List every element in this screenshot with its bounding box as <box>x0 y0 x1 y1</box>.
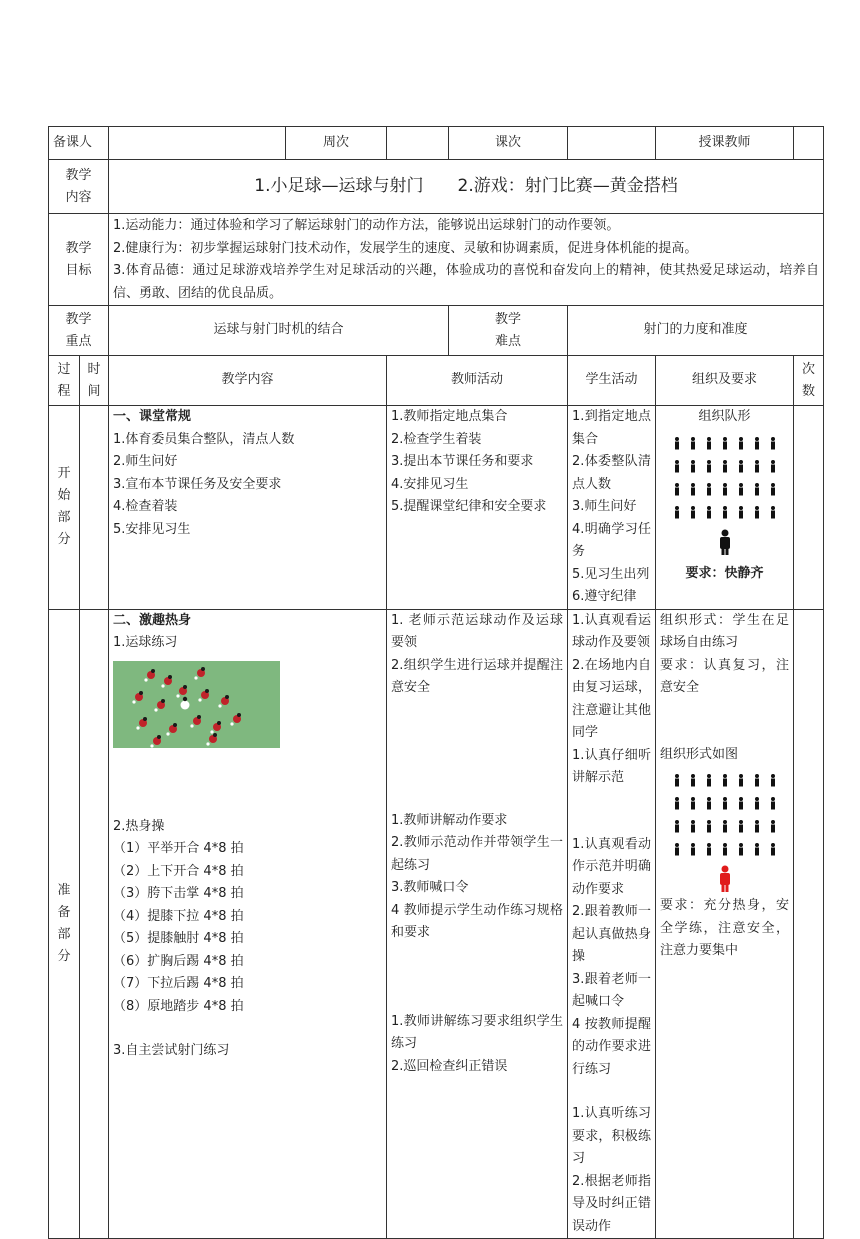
warmup-item: （5）提膝触肘 4*8 拍 <box>113 931 244 946</box>
student-figure-icon <box>691 820 695 833</box>
student-figure-icon <box>755 843 759 856</box>
student-figure-icon <box>691 460 695 473</box>
warmup-item: （8）原地踏步 4*8 拍 <box>113 998 244 1014</box>
student-activity-item: 3.跟着老师一起喊口令 <box>572 971 652 1009</box>
student-figure-icon <box>675 843 679 856</box>
student-figure-icon <box>723 506 727 519</box>
student-figure-icon <box>723 483 727 496</box>
student-figure-icon <box>723 460 727 473</box>
student-activity-item: 4 按教师提醒的动作要求进行练习 <box>572 1016 652 1077</box>
student-activity-item: 1.认真观看运球动作及要领 <box>572 612 652 650</box>
goals-label: 教学 目标 <box>49 214 109 306</box>
week-value <box>387 127 449 160</box>
student-activity-item: 4.明确学习任务 <box>572 521 652 559</box>
student-figure-icon <box>675 797 679 810</box>
student-activity-item: 1.认真听练习要求，积极练习 <box>572 1106 652 1166</box>
student-activity-item: 5.见习生出列 <box>572 566 650 582</box>
warmup-item: （3）胯下击掌 4*8 拍 <box>113 886 244 901</box>
student-figure-icon <box>691 483 695 496</box>
lesson-plan-table <box>48 126 824 1239</box>
student-activity-item: 1.到指定地点集合 <box>572 409 652 447</box>
student-activity-item: 2.根据老师指导及时纠正错误动作 <box>572 1173 652 1234</box>
warmup-item: （1）平举开合 4*8 拍 <box>113 841 244 856</box>
lesson-number-label: 课次 <box>449 127 568 160</box>
student-figure-icon <box>771 774 775 787</box>
student-figure-icon <box>691 843 695 856</box>
prep-stage-label: 准 备 部 分 <box>49 609 80 1239</box>
student-figure-icon <box>771 797 775 810</box>
start-content-item: 5.安排见习生 <box>113 521 191 537</box>
student-figure-icon <box>755 483 759 496</box>
start-content-item: 4.检查着装 <box>113 499 178 514</box>
student-figure-icon <box>755 437 759 450</box>
teacher-label: 授课教师 <box>656 127 794 160</box>
teacher-activity-item: 3.教师喊口令 <box>391 880 469 895</box>
student-activity-header: 学生活动 <box>568 356 656 406</box>
goal-item: 3.体育品德：通过足球游戏培养学生对足球活动的兴趣，体验成功的喜悦和奋发向上的精神，使其热爱足球运动，培养自信、勇敢、团结的优良品质。 <box>113 263 820 301</box>
preparer-label: 备课人 <box>49 127 109 160</box>
student-figure-icon <box>691 797 695 810</box>
student-figure-icon <box>723 820 727 833</box>
key-text: 运球与射门时机的结合 <box>109 306 449 356</box>
student-figure-icon <box>675 506 679 519</box>
prep-section-row <box>49 609 824 1239</box>
content-label: 教学 内容 <box>49 160 109 214</box>
student-figure-icon <box>707 483 711 496</box>
start-time-cell <box>80 406 109 610</box>
student-activity-item: 2.在场地内自由复习运球，注意避让其他同学 <box>572 657 652 740</box>
warmup-title: 2.热身操 <box>113 818 165 834</box>
start-stage-label: 开 始 部 分 <box>49 406 80 610</box>
start-content-item: 1.体育委员集合整队，清点人数 <box>113 431 295 447</box>
student-figure-icon <box>691 506 695 519</box>
difficulty-text: 射门的力度和准度 <box>568 306 824 356</box>
preparer-value <box>109 127 286 160</box>
start-content <box>109 406 387 610</box>
student-figure-icon <box>723 843 727 856</box>
warmup-item: （4）提膝下拉 4*8 拍 <box>113 908 244 924</box>
prep-content <box>109 609 387 1239</box>
student-figure-icon <box>707 843 711 856</box>
warmup-formation-diagram <box>670 770 780 895</box>
student-figure-icon <box>707 437 711 450</box>
student-figure-icon <box>771 820 775 833</box>
warmup-item: （2）上下开合 4*8 拍 <box>113 863 244 879</box>
student-figure-icon <box>755 506 759 519</box>
start-teacher-activity <box>387 406 568 610</box>
student-figure-icon <box>675 437 679 450</box>
goal-item: 2.健康行为：初步掌握运球射门技术动作，发展学生的速度、灵敏和协调素质，促进身体机能的提高。 <box>113 240 698 256</box>
goal-item: 1.运动能力：通过体验和学习了解运球射门的动作方法，能够说出运球射门的动作要领。 <box>113 218 620 233</box>
teacher-activity-item: 4.安排见习生 <box>391 476 469 492</box>
teacher-activity-item: 2.检查学生着装 <box>391 431 482 447</box>
student-figure-icon <box>739 774 743 787</box>
key-row <box>49 306 824 356</box>
start-section-row <box>49 406 824 610</box>
prep-student-activity <box>568 609 656 1239</box>
student-figure-icon <box>739 797 743 810</box>
teacher-activity-item: 2.组织学生进行运球并提醒注意安全 <box>391 657 564 695</box>
prep-times-cell <box>794 609 824 1239</box>
student-activity-item: 1.认真仔细听讲解示范 <box>572 747 652 785</box>
student-figure-icon <box>707 797 711 810</box>
student-figure-icon <box>675 483 679 496</box>
student-figure-icon <box>739 506 743 519</box>
student-figure-icon <box>755 460 759 473</box>
teacher-value <box>794 127 824 160</box>
student-figure-icon <box>691 437 695 450</box>
process-header: 过 程 <box>49 356 80 406</box>
difficulty-label: 教学 难点 <box>449 306 568 356</box>
start-formation-diagram <box>665 433 785 563</box>
teacher-activity-item: 1. 老师示范运球动作及运球要领 <box>391 612 564 650</box>
teacher-activity-item: 1.教师指定地点集合 <box>391 409 508 424</box>
student-figure-icon <box>739 460 743 473</box>
time-header: 时 间 <box>80 356 109 406</box>
lesson-number-value <box>568 127 656 160</box>
student-activity-item: 2.跟着教师一起认真做热身操 <box>572 904 652 964</box>
start-content-item: 2.师生问好 <box>113 454 178 469</box>
student-figure-icon <box>755 820 759 833</box>
student-figure-icon <box>771 460 775 473</box>
dribble-org-item: 组织形式：学生在足球场自由练习 <box>660 612 790 650</box>
start-organization <box>656 406 794 610</box>
student-figure-icon <box>739 483 743 496</box>
start-org-title: 组织队形 <box>698 409 751 424</box>
student-figure-icon <box>707 460 711 473</box>
student-figure-icon <box>771 843 775 856</box>
teacher-figure-icon <box>720 529 730 555</box>
header-row <box>49 127 824 160</box>
start-student-activity <box>568 406 656 610</box>
warmup-item: （7）下拉后踢 4*8 拍 <box>113 976 244 991</box>
week-label: 周次 <box>286 127 387 160</box>
teacher-activity-item: 5.提醒课堂纪律和安全要求 <box>391 499 547 514</box>
student-figure-icon <box>739 843 743 856</box>
student-figure-icon <box>707 506 711 519</box>
goals-row <box>49 214 824 306</box>
warmup-org-title: 组织形式如图 <box>660 746 739 762</box>
teacher-activity-header: 教师活动 <box>387 356 568 406</box>
student-figure-icon <box>739 820 743 833</box>
content-row <box>49 160 824 214</box>
student-activity-item: 2.体委整队清点人数 <box>572 454 652 492</box>
teacher-activity-item: 3.提出本节课任务和要求 <box>391 454 534 469</box>
organization-header: 组织及要求 <box>656 356 794 406</box>
dribble-title: 1.运球练习 <box>113 635 178 650</box>
student-figure-icon <box>675 820 679 833</box>
shoot-title: 3.自主尝试射门练习 <box>113 1043 230 1058</box>
student-figure-icon <box>771 506 775 519</box>
column-header-row <box>49 356 824 406</box>
goals-list <box>109 214 824 306</box>
times-header: 次 数 <box>794 356 824 406</box>
student-activity-item: 3.师生问好 <box>572 499 637 514</box>
student-figure-icon <box>755 797 759 810</box>
content-header: 教学内容 <box>109 356 387 406</box>
teacher-activity-item: 1.教师讲解练习要求组织学生练习 <box>391 1013 564 1051</box>
content-text: 1.小足球—运球与射门 2.游戏：射门比赛—黄金搭档 <box>109 160 824 214</box>
start-times-cell <box>794 406 824 610</box>
start-content-title: 一、课堂常规 <box>113 409 192 424</box>
student-figure-icon <box>675 460 679 473</box>
student-figure-icon <box>723 797 727 810</box>
student-figure-icon <box>723 437 727 450</box>
student-activity-item: 1.认真观看动作示范并明确动作要求 <box>572 836 652 897</box>
start-content-item: 3.宣布本节课任务及安全要求 <box>113 476 282 492</box>
prep-time-cell <box>80 609 109 1239</box>
prep-teacher-activity <box>387 609 568 1239</box>
student-figure-icon <box>755 774 759 787</box>
start-org-requirement: 要求：快静齐 <box>685 565 764 581</box>
teacher-activity-item: 2.教师示范动作并带领学生一起练习 <box>391 835 564 873</box>
student-figure-icon <box>691 774 695 787</box>
prep-section-title: 二、激趣热身 <box>113 612 192 628</box>
student-figure-icon <box>707 774 711 787</box>
key-label: 教学 重点 <box>49 306 109 356</box>
student-figure-icon <box>723 774 727 787</box>
teacher-activity-item: 2.巡回检查纠正错误 <box>391 1058 508 1074</box>
teacher-activity-item: 1.教师讲解动作要求 <box>391 812 508 828</box>
student-figure-icon <box>771 483 775 496</box>
teacher-figure-icon <box>720 866 730 893</box>
dribble-practice-image <box>113 661 280 748</box>
student-figure-icon <box>739 437 743 450</box>
warmup-org-requirement: 要求：充分热身，安全学练，注意安全，注意力要集中 <box>660 898 790 958</box>
warmup-item: （6）扩胸后踢 4*8 拍 <box>113 953 244 969</box>
teacher-activity-item: 4 教师提示学生动作练习规格和要求 <box>391 902 564 940</box>
student-figure-icon <box>675 774 679 787</box>
dribble-org-item: 要求：认真复习，注意安全 <box>660 657 790 695</box>
prep-organization <box>656 609 794 1239</box>
student-figure-icon <box>771 437 775 450</box>
student-figure-icon <box>707 820 711 833</box>
student-activity-item: 6.遵守纪律 <box>572 589 637 604</box>
